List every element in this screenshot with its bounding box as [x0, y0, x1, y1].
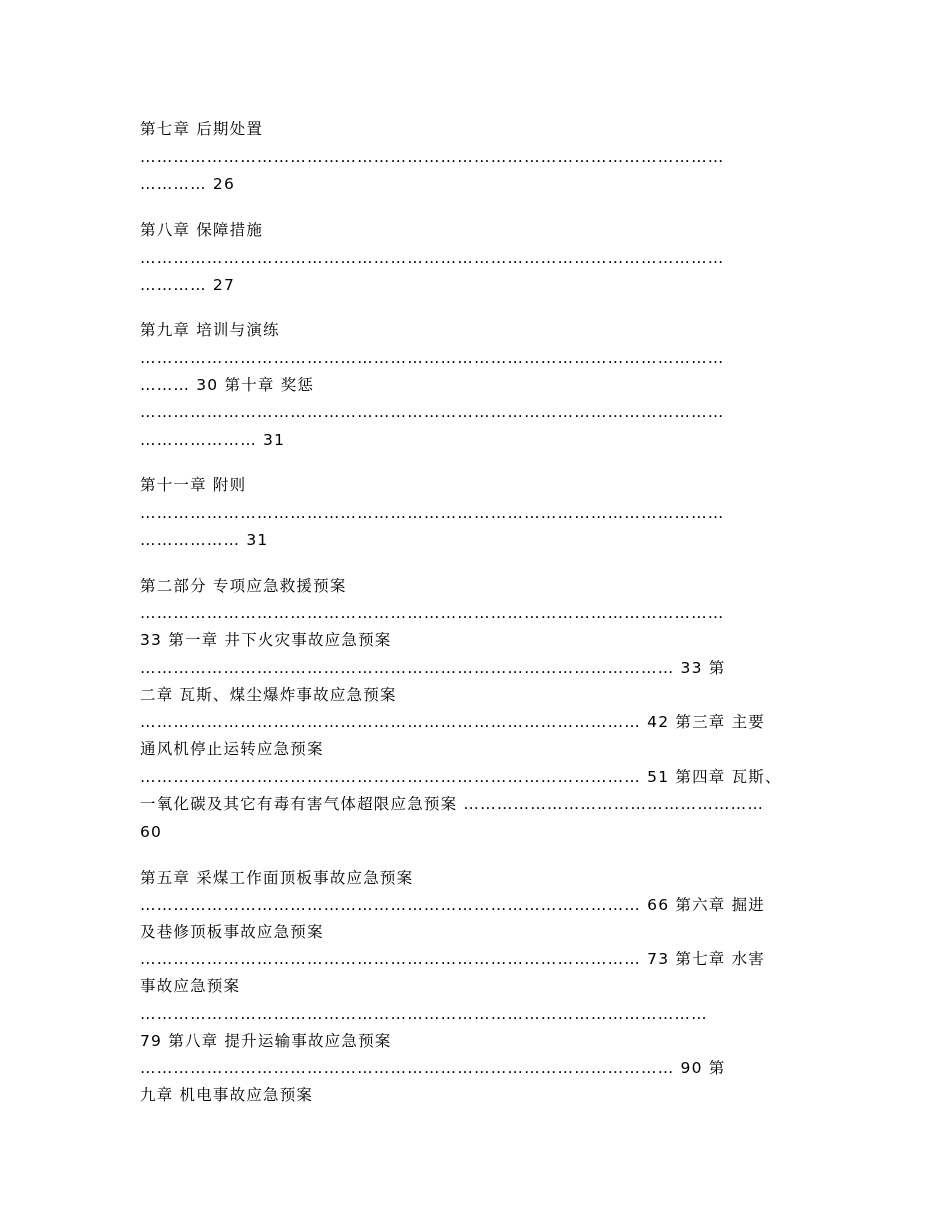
toc-entry-line: ……………………………………………………………………………… 42 第三章 主要 — [140, 713, 766, 731]
toc-leader-dots: …………………………………………………………………………………………… — [140, 249, 725, 267]
toc-entry-line: ……………………………………………………………………………… 73 第七章 水害 — [140, 950, 766, 968]
toc-page-number-line: 60 — [140, 823, 163, 841]
toc-entry-line: 一氧化碳及其它有毒有害气体超限应急预案 ……………………………………………… — [140, 795, 765, 813]
toc-entry-line: ……………………………………………………………………………… 51 第四章 瓦斯、 — [140, 768, 782, 786]
toc-entry-line: 79 第八章 提升运输事故应急预案 — [140, 1032, 392, 1050]
toc-heading-chapter-7: 第七章 后期处置 — [140, 120, 264, 138]
toc-heading-chapter-11: 第十一章 附则 — [140, 476, 247, 494]
toc-page-number-line: ……… 30 第十章 奖惩 — [140, 376, 315, 394]
toc-entry-line: 通风机停止运转应急预案 — [140, 740, 324, 758]
toc-page-number-line: ………………… 31 — [140, 431, 286, 449]
toc-leader-dots: …………………………………………………………………………………………… — [140, 504, 725, 522]
toc-entry-line: ……………………………………………………………………………… 66 第六章 掘进 — [140, 896, 766, 914]
toc-leader-dots: ………………………………………………………………………………………… — [140, 1005, 708, 1023]
toc-entry-line: 二章 瓦斯、煤尘爆炸事故应急预案 — [140, 686, 397, 704]
toc-entry-line: 九章 机电事故应急预案 — [140, 1086, 314, 1104]
toc-heading-chapter-8: 第八章 保障措施 — [140, 221, 264, 239]
toc-entry-line: 及巷修顶板事故应急预案 — [140, 923, 324, 941]
toc-leader-dots: …………………………………………………………………………………………… — [140, 349, 725, 367]
toc-heading-chapter-5: 第五章 采煤工作面顶板事故应急预案 — [140, 869, 414, 887]
toc-entry-line: 事故应急预案 — [140, 977, 241, 995]
toc-heading-chapter-9: 第九章 培训与演练 — [140, 321, 280, 339]
toc-entry-line: …………………………………………………………………………………… 90 第 — [140, 1059, 726, 1077]
toc-page-number-line: ……………… 31 — [140, 531, 269, 549]
toc-leader-dots: …………………………………………………………………………………………… — [140, 604, 725, 622]
toc-page-number-line: ………… 26 — [140, 175, 236, 193]
toc-page-number-line: ………… 27 — [140, 276, 236, 294]
toc-leader-dots: …………………………………………………………………………………………… — [140, 148, 725, 166]
toc-leader-dots: …………………………………………………………………………………………… — [140, 403, 725, 421]
toc-entry-line: 33 第一章 井下火灾事故应急预案 — [140, 631, 392, 649]
toc-entry-line: …………………………………………………………………………………… 33 第 — [140, 659, 726, 677]
toc-heading-part-2: 第二部分 专项应急救援预案 — [140, 577, 347, 595]
